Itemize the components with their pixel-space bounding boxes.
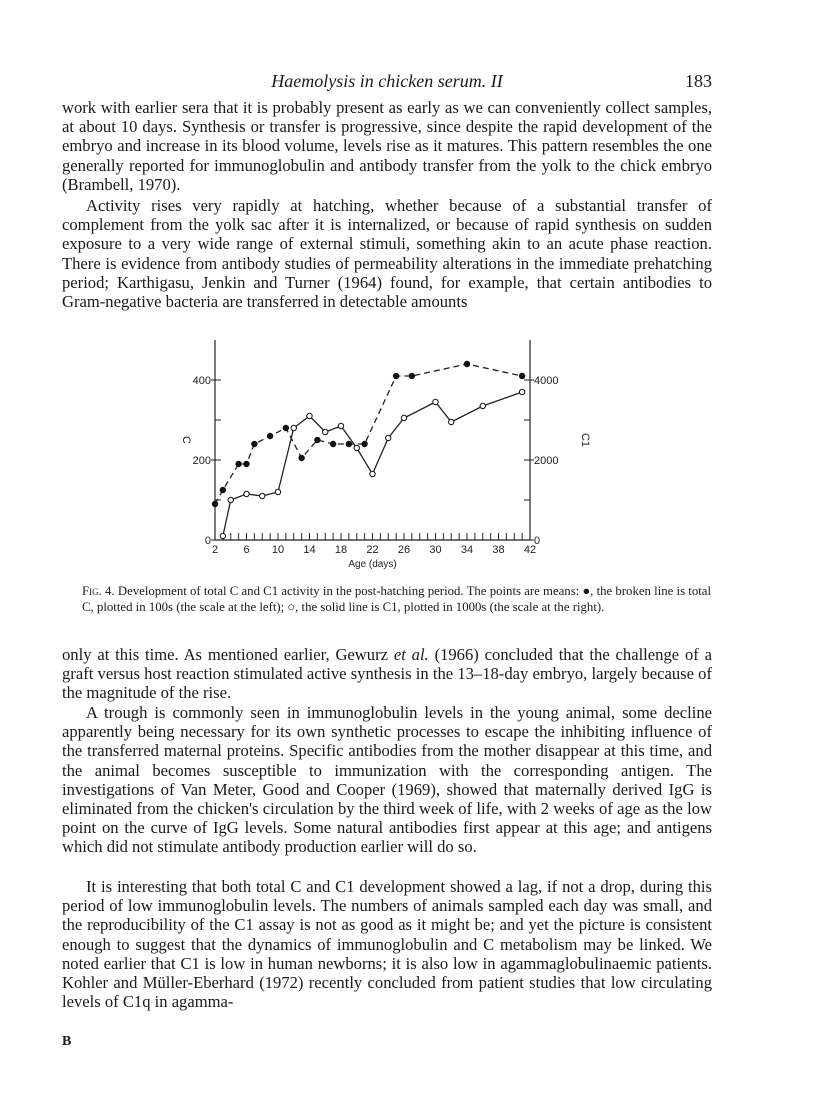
x-tick-label: 6 bbox=[243, 544, 250, 556]
x-axis-label: Age (days) bbox=[348, 559, 397, 570]
paragraph-3 bbox=[62, 645, 712, 703]
data-point-c1 bbox=[291, 425, 296, 430]
data-point-c1 bbox=[519, 389, 524, 394]
data-point-total-c bbox=[315, 437, 320, 442]
data-point-c1 bbox=[307, 413, 312, 418]
x-tick-label: 2 bbox=[211, 544, 219, 556]
data-point-total-c bbox=[409, 373, 414, 378]
x-tick-label: 22 bbox=[366, 544, 379, 556]
x-tick-label: 14 bbox=[303, 544, 316, 556]
x-tick-label: 18 bbox=[334, 544, 348, 556]
caption-text: Development of total C and C1 activity in the post-hatching period. The points are means: ●, the broken line is total C, plotted in 100s (the scale at the left); ○, the solid line is C1, plotted in 1000s (the scale at the right). bbox=[82, 584, 712, 614]
y-tick-label-left: 400 bbox=[192, 375, 211, 387]
paragraph-3-et-al: et al. bbox=[393, 645, 429, 664]
data-point-c1 bbox=[449, 419, 454, 424]
paragraph-3-text-a: only at this time. As mentioned earlier, Gewurz bbox=[62, 645, 394, 664]
data-point-total-c bbox=[252, 441, 257, 446]
x-tick-label: 26 bbox=[397, 544, 411, 556]
paragraph-2: Activity rises very rapidly at hatching, whether because of a substantial transfer of complement from the yolk sac after it is internalized, or because of rapid synthesis on sudden exposure to a very wide range of external stimuli, something akin to an acute phase reaction. There is evidence from antibody studies of permeability alterations in the immediate prehatching period; Karthigasu, Jenkin and Turner (1964) found, for example, that certain antibodies to Gram-negative bacteria are transferred in detectable amounts bbox=[62, 196, 712, 312]
chart bbox=[170, 335, 600, 575]
x-tick-label: 10 bbox=[271, 544, 285, 556]
paragraph-3-text-b: (1966) concluded that the challenge of a graft versus host reaction stimulated active synthesis in the 13–18-day embryo, largely because of the magnitude of the rise. bbox=[62, 645, 712, 703]
signature-mark: B bbox=[62, 1034, 72, 1049]
data-point-total-c bbox=[330, 441, 335, 446]
page-header bbox=[62, 71, 712, 95]
data-point-total-c bbox=[236, 461, 241, 466]
y-axis-label-left: C bbox=[180, 436, 192, 444]
data-point-total-c bbox=[393, 373, 398, 378]
y-tick-label-right: 0 bbox=[534, 535, 541, 547]
data-point-c1 bbox=[401, 415, 406, 420]
data-point-total-c bbox=[283, 425, 288, 430]
data-point-c1 bbox=[244, 491, 249, 496]
paragraph-4: A trough is commonly seen in immunoglobulin levels in the young animal, some decline apparently being necessary for its own synthetic processes to escape the inhibiting influence of the transferred maternal proteins. Specific antibodies from the mother disappear at this time, and the animal becomes susceptible to immunization with the corresponding antigen. The investigations of Van Meter, Good and Cooper (1969), showed that maternally derived IgG is eliminated from the chicken's circulation by the third week of life, with 2 weeks of age as the low point on the curve of IgG levels. Some natural antibodies first appear at this age; and antigens which did not stimulate antibody production earlier will do so. bbox=[62, 703, 712, 857]
data-point-c1 bbox=[228, 497, 233, 502]
x-tick-label: 30 bbox=[429, 544, 442, 556]
data-point-c1 bbox=[386, 435, 391, 440]
data-point-c1 bbox=[433, 399, 438, 404]
data-point-c1 bbox=[260, 493, 265, 498]
data-point-c1 bbox=[275, 489, 280, 494]
data-point-c1 bbox=[338, 423, 343, 428]
y-tick-label-right: 2000 bbox=[534, 455, 559, 467]
data-point-total-c bbox=[220, 487, 225, 492]
y-axis-label-right: C1 bbox=[579, 432, 591, 448]
y-tick-label-right: 4000 bbox=[534, 375, 559, 387]
data-point-total-c bbox=[244, 461, 249, 466]
data-point-total-c bbox=[299, 455, 304, 460]
series-total-c-line bbox=[215, 364, 522, 504]
series-c1-line bbox=[223, 392, 522, 536]
paragraph-1: work with earlier sera that it is probably present as early as we can conveniently collect samples, at about 10 days. Synthesis or transfer is progressive, since despite the rapid development of the embryo and increase in its blood volume, levels rise as it matures. This pattern resembles the one generally reported for immunoglobulin and antibody transfer from the yolk to the chick embryo (Brambell, 1970). bbox=[62, 98, 712, 194]
data-point-total-c bbox=[464, 361, 469, 366]
data-point-c1 bbox=[370, 471, 375, 476]
figure-caption bbox=[82, 584, 714, 615]
y-tick-label-left: 200 bbox=[192, 455, 211, 467]
data-point-c1 bbox=[480, 403, 485, 408]
data-point-total-c bbox=[362, 441, 367, 446]
data-point-c1 bbox=[323, 429, 328, 434]
data-point-total-c bbox=[212, 501, 217, 506]
x-tick-label: 38 bbox=[492, 544, 505, 556]
y-tick-label-left: 0 bbox=[204, 535, 211, 547]
data-point-total-c bbox=[346, 441, 351, 446]
x-tick-label: 34 bbox=[460, 544, 474, 556]
data-point-c1 bbox=[220, 533, 225, 538]
running-title: Haemolysis in chicken serum. II bbox=[271, 71, 503, 91]
data-point-total-c bbox=[267, 433, 272, 438]
paragraph-5: It is interesting that both total C and C1 development showed a lag, if not a drop, during this period of low immunoglobulin levels. The numbers of animals sampled each day was small, and the reproducibility of the C1 assay is not as good as it might be; and yet the picture is consistent enough to suggest that the dynamics of immunoglobulin and C metabolism may be linked. We noted earlier that C1 is low in human newborns; it is also low in agammaglobulinaemic patients. Kohler and Müller-Eberhard (1972) recently concluded from patient studies that low circulating levels of C1q in agamma- bbox=[62, 877, 712, 1012]
caption-label: Fig. 4. bbox=[82, 584, 115, 598]
x-tick-label: 42 bbox=[523, 544, 537, 556]
data-point-total-c bbox=[519, 373, 524, 378]
data-point-c1 bbox=[354, 445, 359, 450]
page-number: 183 bbox=[685, 71, 712, 91]
figure-4 bbox=[170, 335, 600, 575]
